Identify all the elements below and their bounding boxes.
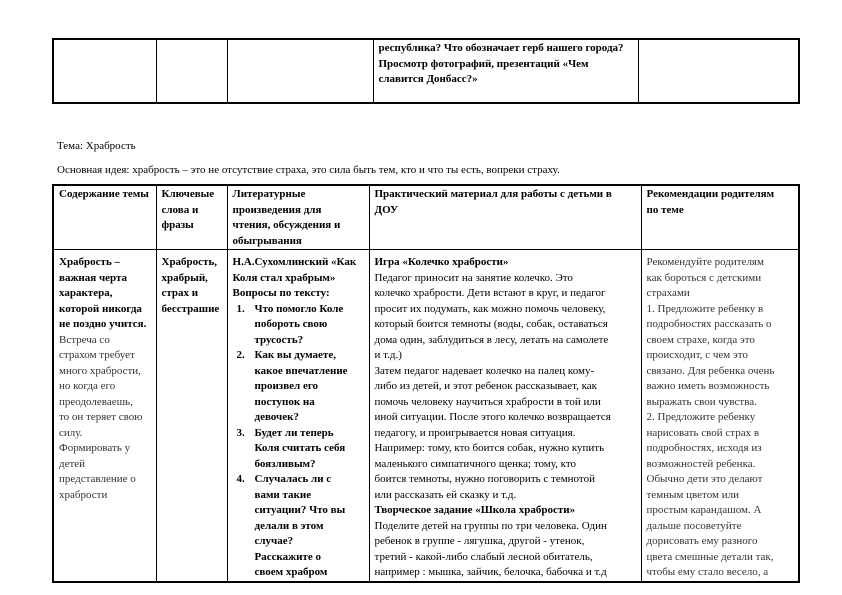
question-line: девочек? [254, 411, 299, 423]
text-line: возможностей ребенка. [646, 457, 756, 470]
text-line: фразы [161, 219, 194, 231]
table-cell [638, 39, 799, 103]
question-line: боязливым? [254, 457, 316, 470]
question-line: побороть свою [254, 318, 328, 330]
topic-heading: Тема: Храбрость [57, 140, 136, 152]
text-line: чтобы ему стало весело, а [646, 566, 769, 578]
text-line: Педагог приносит на занятие колечко. Это [374, 271, 573, 284]
question-item [233, 348, 365, 426]
text-line: которой никогда [59, 302, 142, 315]
text-line: храбрости [59, 488, 108, 501]
question-line: Случалась ли с [254, 473, 332, 485]
question-number: 4. [236, 473, 245, 485]
table-cell [53, 39, 156, 103]
table-header-row [53, 185, 799, 250]
text-line: цвета смешные детали так, [646, 550, 774, 563]
question-line: Что помогло Коле [254, 302, 344, 315]
text-line: не поздно учится. [59, 318, 147, 330]
text-line: обыгрывания [232, 234, 302, 247]
text-line: республика? Что обозначает герб нашего города? [378, 42, 624, 54]
text-line: происходит, с чем это [646, 349, 748, 361]
text-line: Затем педагог надевает колечко на палец кому- [374, 364, 595, 377]
text-line: подробностях, исходя из [646, 442, 762, 454]
question-line: поступок на [254, 395, 315, 408]
content-bold [59, 255, 152, 333]
text-line: подробностях рассказать о [646, 318, 772, 330]
text-line: то он теряет свою [59, 411, 143, 423]
question-line: вами такие [254, 488, 312, 501]
text-line: но когда его [59, 380, 116, 392]
text-line: храбрый, [161, 271, 208, 284]
question-line: случае? [254, 535, 294, 547]
question-line: трусость? [254, 333, 304, 346]
text-line: 2. Предложите ребенку [646, 411, 756, 423]
text-line: третий - какой-либо слабый лесной обитатель, [374, 550, 593, 563]
text-line: Н.А.Сухомлинский «Как [232, 256, 357, 268]
table-cell [156, 39, 227, 103]
text-line: иной ситуации. После этого колечко возвращается [374, 411, 611, 423]
question-line: произвел его [254, 380, 319, 392]
text-line: например : мышка, зайчик, белочка, бабочка и т.д [374, 566, 607, 578]
text-line: произведения для [232, 203, 322, 216]
text-line: дома один, заблудиться в лесу, летать на самолете [374, 333, 609, 346]
text-line: славится Донбасс?» [378, 73, 478, 85]
header-parents [641, 185, 799, 250]
text-line: 1. Предложите ребенку в [646, 302, 764, 315]
text-line: бесстрашие [161, 302, 220, 315]
text-line: страх и [161, 287, 199, 299]
question-line: ситуации? Что вы [254, 504, 346, 516]
text-line: как бороться с детскими [646, 271, 762, 284]
header-content [53, 185, 156, 250]
cell-parents [641, 250, 799, 582]
text-line: педагогу, и проигрывается новая ситуация. [374, 426, 576, 439]
text-line: Практический материал для работы с детьми в [374, 188, 612, 200]
question-number: 2. [236, 349, 245, 361]
question-line: Как вы думаете, [254, 349, 336, 361]
text-line: чтения, обсуждения и [232, 219, 341, 231]
main-idea: Основная идея: храбрость – это не отсутствие страха, это сила быть тем, кто и что ты есть, вопреки страху. [57, 164, 560, 176]
question-line: своем храбром [254, 566, 328, 578]
question-item [233, 302, 365, 349]
literature-intro [233, 255, 365, 302]
question-item [233, 426, 365, 473]
text-line: много храбрости, [59, 364, 141, 377]
text-line: Литературные [232, 188, 306, 200]
text-line: Храбрость – [59, 256, 121, 268]
text-line: Коля стал храбрым» [232, 271, 336, 284]
text-line: Вопросы по тексту: [232, 287, 330, 299]
table-row [53, 250, 799, 582]
text-line: важно иметь возможность [646, 380, 770, 392]
text-line: либо из детей, и этот ребенок рассказывает, как [374, 380, 598, 392]
lesson-plan-table [52, 184, 800, 583]
text-line: по теме [646, 203, 684, 216]
text-line: ДОУ [374, 203, 399, 216]
text-line: маленького симпатичного щенка; тому, кто [374, 457, 577, 470]
text-line: и т.д.) [374, 349, 402, 361]
text-line: Содержание темы [59, 188, 149, 200]
text-line: Поделите детей на группы по три человека. Один [374, 519, 607, 532]
text-line: дорисовать ему разного [646, 535, 758, 547]
text-line: Рекомендации родителям [646, 188, 775, 200]
text-line: Просмотр фотографий, презентаций «Чем [378, 57, 589, 70]
header-keywords [156, 185, 227, 250]
text-line: выражать свои чувства. [646, 395, 757, 408]
question-line: делали в этом [254, 519, 324, 532]
cell-literature [227, 250, 369, 582]
question-line: Расскажите о [254, 550, 322, 563]
text-line: своем страхе, когда это [646, 333, 755, 346]
previous-table-fragment [52, 38, 800, 104]
text-line: Встреча со [59, 333, 110, 346]
question-number: 1. [236, 302, 245, 315]
question-item [233, 472, 365, 581]
question-number: 3. [236, 426, 245, 439]
text-line: боится темноты, нужно поговорить с темнотой [374, 473, 595, 485]
cell-content [53, 250, 156, 582]
text-line: силу. [59, 426, 83, 439]
text-line: простым карандашом. А [646, 504, 762, 516]
text-line: представление о [59, 473, 136, 485]
text-line: или рассказать ей сказку и т.д. [374, 488, 517, 501]
text-line: Например: тому, кто боится собак, нужно купить [374, 442, 605, 454]
text-line: нарисовать свой страх в [646, 426, 760, 439]
question-line: Коля считать себя [254, 442, 346, 454]
text-line: ребенок в группе - лягушка, другой - утенок, [374, 535, 585, 547]
cell-practice [369, 250, 641, 582]
text-line: слова и [161, 203, 199, 216]
text-line: важная черта [59, 271, 128, 284]
table-cell [227, 39, 373, 103]
game-title: Игра «Колечко храбрости» [374, 256, 509, 268]
text-line: помочь человеку научиться храбрости в той или [374, 395, 601, 408]
task-title: Творческое задание «Школа храбрости» [374, 504, 576, 516]
text-line: Обычно дети это делают [646, 473, 763, 485]
cell-keywords [156, 250, 227, 582]
text-line: дальше посоветуйте [646, 519, 742, 532]
text-line: страхами [646, 287, 690, 299]
text-line: Формировать у [59, 442, 131, 454]
text-line: Храбрость, [161, 256, 218, 268]
table-row [53, 39, 799, 103]
text-line: колечко храбрости. Дети встают в круг, и педагог [374, 287, 606, 299]
text-line: темным цветом или [646, 488, 739, 501]
header-practice [369, 185, 641, 250]
text-line: Рекомендуйте родителям [646, 256, 764, 268]
header-literature [227, 185, 369, 250]
text-line: преодолеваешь, [59, 395, 133, 408]
content-text [59, 333, 152, 504]
question-line: какое впечатление [254, 364, 348, 377]
text-line: который боится темноты (воды, собак, оставаться [374, 318, 608, 330]
task-text [375, 519, 637, 581]
text-line: страхом требует [59, 349, 135, 361]
text-line: Ключевые [161, 188, 215, 200]
question-list [233, 302, 365, 581]
game-text [375, 271, 637, 504]
text-line: детей [59, 457, 86, 470]
text-line: характера, [59, 287, 113, 299]
table-cell [373, 39, 638, 103]
question-line: Будет ли теперь [254, 426, 334, 439]
text-line: связано. Для ребенка очень [646, 364, 775, 377]
text-line: просит их подумать, как можно помочь человеку, [374, 302, 606, 315]
